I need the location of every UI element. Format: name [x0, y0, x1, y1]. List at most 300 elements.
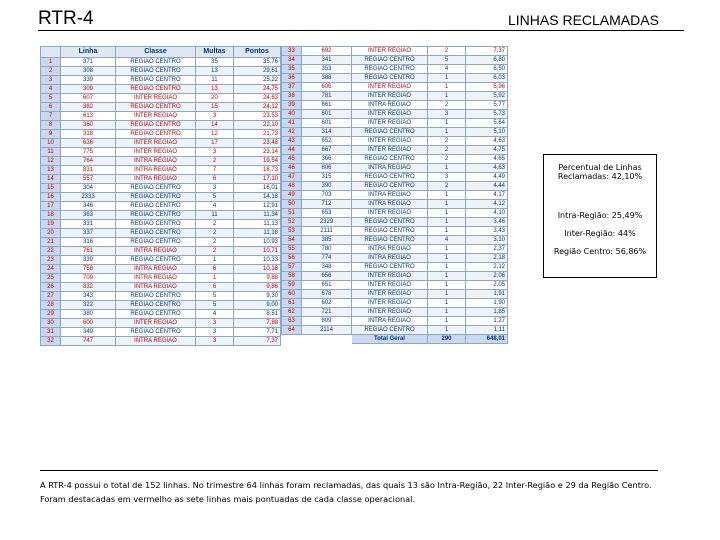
cell-linha: 636 — [61, 139, 116, 148]
cell-linha: 371 — [61, 58, 116, 67]
cell-multas: 2 — [428, 146, 466, 155]
cell-multas: 3 — [428, 110, 466, 119]
cell-index: 19 — [41, 220, 61, 229]
cell-classe: INTRA REGIÃO — [116, 157, 196, 166]
cell-pontos: 4,44 — [466, 182, 508, 191]
table-row — [41, 139, 281, 148]
cell-multas: 2 — [196, 247, 234, 256]
table-row — [41, 58, 281, 67]
cell-linha: 349 — [61, 328, 116, 337]
cell-index: 20 — [41, 229, 61, 238]
cell-multas: 4 — [196, 202, 234, 211]
cell-linha: 758 — [61, 265, 116, 274]
cell-index: 29 — [41, 310, 61, 319]
cell-classe: INTER REGIÃO — [352, 137, 428, 146]
cell-index: 61 — [282, 299, 302, 308]
cell-classe: INTER REGIÃO — [352, 209, 428, 218]
table-row — [41, 301, 281, 310]
cell-index: 33 — [282, 47, 302, 56]
table-row — [41, 193, 281, 202]
cell-index: 2 — [41, 67, 61, 76]
cell-index: 27 — [41, 292, 61, 301]
cell-classe: REGIÃO CENTRO — [352, 155, 428, 164]
cell-pontos: 2,18 — [466, 254, 508, 263]
cell-index: 46 — [282, 164, 302, 173]
cell-classe: INTRA REGIÃO — [352, 245, 428, 254]
cell-multas: 1 — [428, 191, 466, 200]
cell-classe: INTER REGIÃO — [352, 308, 428, 317]
cell-classe: INTER REGIÃO — [352, 119, 428, 128]
table-row — [41, 247, 281, 256]
cell-linha: 2329 — [302, 218, 352, 227]
cell-multas: 1 — [428, 254, 466, 263]
cell-classe: INTRA REGIÃO — [352, 101, 428, 110]
cell-classe: INTER REGIÃO — [116, 112, 196, 121]
table-row — [282, 227, 508, 236]
cell-pontos: 5,77 — [466, 101, 508, 110]
cell-linha: 806 — [302, 164, 352, 173]
cell-pontos: 8,51 — [234, 310, 281, 319]
cell-linha: 360 — [61, 121, 116, 130]
cell-pontos: 4,75 — [466, 146, 508, 155]
cell-index: 31 — [41, 328, 61, 337]
cell-multas: 2 — [428, 155, 466, 164]
cell-linha: 2333 — [61, 193, 116, 202]
cell-index: 1 — [41, 58, 61, 67]
cell-pontos: 12,91 — [234, 202, 281, 211]
cell-linha: 606 — [302, 83, 352, 92]
cell-classe: INTRA REGIÃO — [352, 200, 428, 209]
cell-pontos: 1,27 — [466, 317, 508, 326]
cell-pontos: 16,01 — [234, 184, 281, 193]
table-row — [41, 310, 281, 319]
cell-classe: REGIÃO CENTRO — [352, 182, 428, 191]
cell-pontos: 23,14 — [234, 148, 281, 157]
cell-multas: 12 — [196, 130, 234, 139]
cell-classe: INTRA REGIÃO — [116, 247, 196, 256]
table-row — [282, 254, 508, 263]
cell-pontos: 2,06 — [466, 272, 508, 281]
cell-multas: 3 — [196, 184, 234, 193]
cell-classe: INTER REGIÃO — [352, 290, 428, 299]
cell-linha: 363 — [61, 211, 116, 220]
table-row — [282, 173, 508, 182]
cell-classe: INTRA REGIÃO — [352, 254, 428, 263]
cell-pontos: 7,37 — [234, 337, 281, 346]
cell-linha: 607 — [61, 94, 116, 103]
table-row — [41, 85, 281, 94]
complaints-table-left — [40, 46, 281, 346]
cell-linha: 385 — [302, 236, 352, 245]
cell-classe: REGIÃO CENTRO — [116, 220, 196, 229]
cell-classe: REGIÃO CENTRO — [116, 103, 196, 112]
cell-classe: INTER REGIÃO — [116, 148, 196, 157]
cell-pontos: 1,90 — [466, 299, 508, 308]
cell-index: 63 — [282, 317, 302, 326]
cell-pontos: 9,88 — [234, 274, 281, 283]
cell-pontos: 10,71 — [234, 247, 281, 256]
cell-pontos: 29,61 — [234, 67, 281, 76]
cell-classe: REGIÃO CENTRO — [116, 130, 196, 139]
cell-index: 62 — [282, 308, 302, 317]
col-header-index — [41, 47, 61, 58]
col-header-linha: Linha — [61, 47, 116, 58]
description-text: A RTR-4 possui o total de 152 linhas. No trimestre 64 linhas foram reclamadas, das quais 13 são Intra-Região, 22 Inter-Região e 29 da Região Centro. Foram destacadas em vermelho as sete linhas mais pontuadas de cada classe operacional. — [40, 480, 652, 504]
cell-index: 36 — [282, 74, 302, 83]
cell-linha: 304 — [61, 184, 116, 193]
cell-linha: 721 — [302, 308, 352, 317]
title-divider — [38, 30, 684, 31]
cell-index: 3 — [41, 76, 61, 85]
cell-multas: 2 — [428, 47, 466, 56]
cell-pontos: 24,63 — [234, 94, 281, 103]
table-row — [282, 281, 508, 290]
cell-linha: 337 — [61, 229, 116, 238]
cell-index: 51 — [282, 209, 302, 218]
cell-classe: INTRA REGIÃO — [352, 317, 428, 326]
cell-pontos: 9,30 — [234, 292, 281, 301]
table-row — [282, 299, 508, 308]
cell-index: 4 — [41, 85, 61, 94]
cell-classe: INTRA REGIÃO — [116, 274, 196, 283]
cell-classe: REGIÃO CENTRO — [352, 65, 428, 74]
table-row — [41, 94, 281, 103]
cell-linha: 353 — [302, 65, 352, 74]
cell-pontos: 5,73 — [466, 110, 508, 119]
cell-multas: 1 — [428, 263, 466, 272]
cell-linha: 747 — [61, 337, 116, 346]
cell-pontos: 1,91 — [466, 290, 508, 299]
cell-linha: 678 — [302, 290, 352, 299]
cell-index: 35 — [282, 65, 302, 74]
cell-pontos: 3,46 — [466, 218, 508, 227]
table-row — [282, 326, 508, 335]
cell-linha: 318 — [61, 130, 116, 139]
cell-multas: 35 — [196, 58, 234, 67]
cell-linha: 316 — [61, 238, 116, 247]
cell-index: 6 — [41, 103, 61, 112]
cell-classe: REGIÃO CENTRO — [352, 326, 428, 335]
cell-pontos: 10,18 — [234, 265, 281, 274]
cell-index: 58 — [282, 272, 302, 281]
cell-index: 16 — [41, 193, 61, 202]
cell-pontos: 4,63 — [466, 164, 508, 173]
cell-index: 42 — [282, 128, 302, 137]
cell-classe: REGIÃO CENTRO — [352, 74, 428, 83]
table-row — [282, 128, 508, 137]
cell-linha: 331 — [61, 220, 116, 229]
cell-index: 22 — [41, 247, 61, 256]
cell-pontos: 10,33 — [234, 256, 281, 265]
table-row — [282, 101, 508, 110]
cell-multas: 6 — [196, 175, 234, 184]
cell-index: 40 — [282, 110, 302, 119]
cell-multas: 2 — [196, 220, 234, 229]
cell-pontos: 4,49 — [466, 173, 508, 182]
total-multas: 290 — [428, 335, 466, 344]
cell-pontos: 9,86 — [234, 283, 281, 292]
table-row — [282, 182, 508, 191]
cell-index: 30 — [41, 319, 61, 328]
cell-classe: REGIÃO CENTRO — [352, 173, 428, 182]
cell-index: 8 — [41, 121, 61, 130]
cell-multas: 5 — [196, 301, 234, 310]
table-row — [41, 211, 281, 220]
table-row — [282, 137, 508, 146]
cell-classe: REGIÃO CENTRO — [352, 236, 428, 245]
table-row — [41, 184, 281, 193]
total-label: Total Geral — [352, 335, 428, 344]
cell-index: 10 — [41, 139, 61, 148]
cell-index: 43 — [282, 137, 302, 146]
cell-classe: INTER REGIÃO — [352, 47, 428, 56]
table-row — [282, 74, 508, 83]
page-title: RTR-4 — [38, 8, 94, 29]
cell-index: 13 — [41, 166, 61, 175]
cell-classe: REGIÃO CENTRO — [116, 238, 196, 247]
cell-index: 15 — [41, 184, 61, 193]
cell-linha: 366 — [302, 155, 352, 164]
cell-multas: 1 — [428, 245, 466, 254]
cell-pontos: 4,65 — [466, 155, 508, 164]
cell-multas: 1 — [428, 119, 466, 128]
cell-multas: 2 — [196, 238, 234, 247]
cell-multas: 7 — [196, 166, 234, 175]
cell-classe: REGIÃO CENTRO — [116, 256, 196, 265]
cell-linha: 780 — [302, 245, 352, 254]
cell-pontos: 6,50 — [466, 65, 508, 74]
cell-classe: INTER REGIÃO — [116, 319, 196, 328]
cell-classe: INTER REGIÃO — [352, 146, 428, 155]
cell-linha: 600 — [61, 319, 116, 328]
cell-classe: REGIÃO CENTRO — [116, 202, 196, 211]
cell-classe: REGIÃO CENTRO — [116, 193, 196, 202]
table-row — [282, 272, 508, 281]
cell-pontos: 7,88 — [234, 319, 281, 328]
cell-index: 47 — [282, 173, 302, 182]
cell-multas: 1 — [428, 281, 466, 290]
cell-multas: 1 — [428, 227, 466, 236]
cell-classe: REGIÃO CENTRO — [116, 67, 196, 76]
cell-linha: 2111 — [302, 227, 352, 236]
cell-linha: 831 — [61, 166, 116, 175]
cell-index: 24 — [41, 265, 61, 274]
cell-pontos: 17,10 — [234, 175, 281, 184]
summary-box — [543, 154, 657, 278]
cell-linha: 601 — [302, 119, 352, 128]
cell-index: 32 — [41, 337, 61, 346]
cell-classe: INTRA REGIÃO — [116, 265, 196, 274]
cell-index: 59 — [282, 281, 302, 290]
cell-linha: 692 — [302, 47, 352, 56]
cell-multas: 3 — [428, 173, 466, 182]
cell-linha: 315 — [302, 173, 352, 182]
cell-index: 37 — [282, 83, 302, 92]
table-row — [41, 202, 281, 211]
cell-linha: 601 — [302, 110, 352, 119]
cell-pontos: 3,10 — [466, 236, 508, 245]
cell-index: 64 — [282, 326, 302, 335]
cell-classe: INTRA REGIÃO — [116, 283, 196, 292]
cell-pontos: 11,18 — [234, 229, 281, 238]
cell-multas: 1 — [196, 274, 234, 283]
cell-multas: 1 — [428, 326, 466, 335]
cell-classe: INTRA REGIÃO — [352, 191, 428, 200]
cell-multas: 14 — [196, 121, 234, 130]
table-row — [282, 164, 508, 173]
cell-pontos: 14,18 — [234, 193, 281, 202]
cell-pontos: 5,64 — [466, 119, 508, 128]
cell-linha: 781 — [302, 92, 352, 101]
cell-linha: 861 — [302, 101, 352, 110]
table-row — [282, 83, 508, 92]
cell-classe: REGIÃO CENTRO — [116, 211, 196, 220]
cell-linha: 380 — [61, 310, 116, 319]
cell-multas: 1 — [428, 308, 466, 317]
table-row — [41, 67, 281, 76]
cell-linha: 709 — [61, 274, 116, 283]
summary-inter: Inter-Região: 44% — [564, 229, 636, 238]
table-row — [282, 218, 508, 227]
table-row — [41, 166, 281, 175]
cell-index: 39 — [282, 101, 302, 110]
cell-pontos: 5,96 — [466, 83, 508, 92]
cell-classe: REGIÃO CENTRO — [116, 85, 196, 94]
cell-index: 41 — [282, 119, 302, 128]
cell-pontos: 22,10 — [234, 121, 281, 130]
cell-pontos: 5,10 — [466, 128, 508, 137]
cell-pontos: 19,54 — [234, 157, 281, 166]
cell-multas: 17 — [196, 139, 234, 148]
cell-classe: REGIÃO CENTRO — [352, 128, 428, 137]
cell-multas: 4 — [428, 65, 466, 74]
cell-linha: 382 — [61, 103, 116, 112]
table-row — [282, 263, 508, 272]
table-row — [41, 292, 281, 301]
cell-pontos: 3,43 — [466, 227, 508, 236]
cell-multas: 13 — [196, 67, 234, 76]
cell-multas: 5 — [428, 56, 466, 65]
cell-multas: 1 — [428, 209, 466, 218]
col-header-pontos: Pontos — [234, 47, 281, 58]
cell-pontos: 4,12 — [466, 200, 508, 209]
cell-index: 26 — [41, 283, 61, 292]
cell-index: 18 — [41, 211, 61, 220]
cell-linha: 341 — [302, 56, 352, 65]
cell-classe: REGIÃO CENTRO — [116, 58, 196, 67]
cell-multas: 2 — [196, 157, 234, 166]
cell-linha: 764 — [61, 157, 116, 166]
cell-linha: 339 — [61, 256, 116, 265]
cell-index: 25 — [41, 274, 61, 283]
table-row — [41, 112, 281, 121]
cell-pontos: 11,34 — [234, 211, 281, 220]
cell-multas: 2 — [428, 182, 466, 191]
table-row — [282, 155, 508, 164]
cell-classe: REGIÃO CENTRO — [116, 229, 196, 238]
cell-index: 48 — [282, 182, 302, 191]
cell-index: 11 — [41, 148, 61, 157]
cell-multas: 2 — [428, 137, 466, 146]
cell-pontos: 21,73 — [234, 130, 281, 139]
cell-index: 44 — [282, 146, 302, 155]
cell-multas: 1 — [196, 256, 234, 265]
cell-index: 12 — [41, 157, 61, 166]
cell-multas: 15 — [196, 103, 234, 112]
cell-linha: 774 — [302, 254, 352, 263]
cell-classe: INTRA REGIÃO — [116, 175, 196, 184]
cell-pontos: 2,12 — [466, 263, 508, 272]
cell-multas: 3 — [196, 148, 234, 157]
table-row — [41, 274, 281, 283]
cell-multas: 3 — [196, 328, 234, 337]
total-spacer — [282, 335, 302, 344]
cell-multas: 1 — [428, 128, 466, 137]
cell-classe: INTER REGIÃO — [352, 92, 428, 101]
cell-multas: 4 — [428, 236, 466, 245]
cell-index: 28 — [41, 301, 61, 310]
cell-multas: 1 — [428, 83, 466, 92]
table-row — [282, 146, 508, 155]
col-header-multas: Multas — [196, 47, 234, 58]
col-header-classe: Classe — [116, 47, 196, 58]
table-row — [282, 317, 508, 326]
cell-index: 21 — [41, 238, 61, 247]
table-row — [41, 76, 281, 85]
cell-classe: INTER REGIÃO — [352, 281, 428, 290]
cell-linha: 557 — [61, 175, 116, 184]
cell-multas: 1 — [428, 164, 466, 173]
table-row — [41, 328, 281, 337]
cell-linha: 703 — [302, 191, 352, 200]
cell-pontos: 25,22 — [234, 76, 281, 85]
cell-multas: 1 — [428, 74, 466, 83]
cell-classe: INTER REGIÃO — [116, 94, 196, 103]
cell-linha: 390 — [302, 182, 352, 191]
section-heading: LINHAS RECLAMADAS — [508, 12, 659, 28]
table-row — [282, 236, 508, 245]
cell-multas: 1 — [428, 200, 466, 209]
cell-linha: 652 — [302, 137, 352, 146]
cell-linha: 832 — [61, 283, 116, 292]
cell-classe: REGIÃO CENTRO — [116, 328, 196, 337]
cell-linha: 656 — [302, 272, 352, 281]
table-row — [282, 65, 508, 74]
cell-multas: 6 — [196, 265, 234, 274]
cell-classe: INTRA REGIÃO — [116, 337, 196, 346]
table-row — [41, 157, 281, 166]
cell-pontos: 23,53 — [234, 112, 281, 121]
cell-linha: 314 — [302, 128, 352, 137]
bottom-divider — [40, 470, 658, 471]
cell-index: 49 — [282, 191, 302, 200]
cell-index: 5 — [41, 94, 61, 103]
cell-index: 9 — [41, 130, 61, 139]
table-row — [41, 148, 281, 157]
summary-centro: Região Centro: 56,86% — [553, 247, 647, 256]
table-row — [41, 229, 281, 238]
cell-classe: REGIÃO CENTRO — [116, 301, 196, 310]
total-pontos: 648,01 — [466, 335, 508, 344]
cell-multas: 11 — [196, 76, 234, 85]
table-row — [41, 130, 281, 139]
table-row — [282, 209, 508, 218]
table-row — [41, 256, 281, 265]
cell-linha: 809 — [302, 317, 352, 326]
cell-pontos: 4,17 — [466, 191, 508, 200]
cell-index: 52 — [282, 218, 302, 227]
table-row — [282, 56, 508, 65]
